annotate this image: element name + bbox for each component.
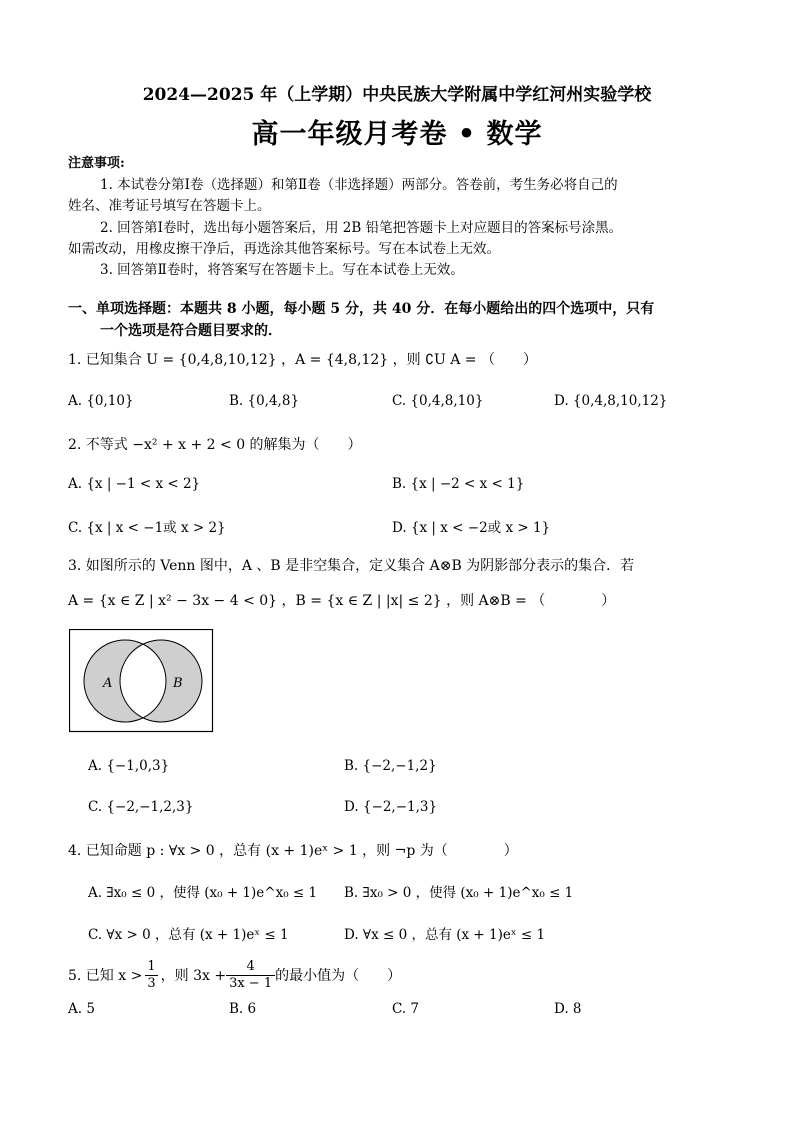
note-line: 1. 本试卷分第Ⅰ卷（选择题）和第Ⅱ卷（非选择题）两部分。答卷前，考生务必将自己的 bbox=[100, 177, 618, 193]
note-line: 姓名、准考证号填写在答题卡上。 bbox=[68, 198, 271, 214]
set-a-label: A bbox=[103, 676, 113, 691]
question-2-stem: 2. 不等式 −x² + x + 2 < 0 的解集为（ ） bbox=[68, 437, 362, 453]
q4-option-b: B. ∃x₀ > 0 ，使得 (x₀ + 1)e^x₀ ≤ 1 bbox=[344, 885, 574, 901]
notes-heading: 注意事项: bbox=[68, 156, 125, 171]
q5-frac1-denominator: 3 bbox=[147, 975, 156, 991]
exam-title: 高一年级月考卷 • 数学 bbox=[251, 119, 543, 150]
q5-option-d: D. 8 bbox=[554, 1001, 582, 1017]
q5-option-b: B. 6 bbox=[229, 1001, 257, 1017]
section-heading: 一、单项选择题：本题共 8 小题，每小题 5 分，共 40 分．在每小题给出的四个选项中，只有 bbox=[68, 301, 655, 317]
set-b-label: B bbox=[173, 676, 183, 691]
note-line: 3. 回答第Ⅱ卷时，将答案写在答题卡上。写在本试卷上无效。 bbox=[100, 262, 464, 278]
q5-stem-post: 的最小值为（ ） bbox=[275, 968, 402, 984]
q3-option-d: D. {−2,−1,3} bbox=[344, 799, 438, 815]
q3-option-b: B. {−2,−1,2} bbox=[344, 758, 437, 774]
q5-frac2-denominator: 3x − 1 bbox=[229, 975, 273, 991]
question-3-stem-cont: A = {x ∈ Z | x² − 3x − 4 < 0} ，B = {x ∈ Z | |x| ≤ 2} ，则 A⊗B = （ ） bbox=[68, 593, 616, 609]
venn-diagram bbox=[69, 629, 214, 733]
q1-option-a: A. {0,10} bbox=[68, 393, 134, 409]
note-line: 如需改动，用橡皮擦干净后，再选涂其他答案标号。写在本试卷上无效。 bbox=[68, 241, 500, 257]
q4-option-d: D. ∀x ≤ 0 ，总有 (x + 1)eˣ ≤ 1 bbox=[344, 927, 546, 943]
school-name: 2024—2025 年（上学期）中央民族大学附属中学红河州实验学校 bbox=[142, 85, 652, 105]
q5-frac1-numerator: 1 bbox=[147, 958, 156, 974]
q5-option-c: C. 7 bbox=[392, 1001, 420, 1017]
q2-option-b: B. {x | −2 < x < 1} bbox=[392, 476, 525, 492]
q5-stem-mid: ，则 3x + bbox=[160, 968, 227, 984]
q2-option-a: A. {x | −1 < x < 2} bbox=[68, 476, 201, 492]
q4-option-a: A. ∃x₀ ≤ 0 ，使得 (x₀ + 1)e^x₀ ≤ 1 bbox=[88, 885, 318, 901]
q1-option-b: B. {0,4,8} bbox=[229, 393, 300, 409]
q4-option-c: C. ∀x > 0 ，总有 (x + 1)eˣ ≤ 1 bbox=[88, 927, 289, 943]
question-5-stem bbox=[68, 955, 401, 995]
q1-option-d: D. {0,4,8,10,12} bbox=[554, 393, 668, 409]
section-heading-cont: 一个选项是符合题目要求的． bbox=[100, 323, 282, 339]
question-1-stem: 1. 已知集合 U = {0,4,8,10,12} ，A = {4,8,12} ，则 ∁U A = （ ） bbox=[68, 352, 537, 368]
q5-fraction-2 bbox=[229, 959, 272, 992]
question-3-stem: 3. 如图所示的 Venn 图中，A 、B 是非空集合，定义集合 A⊗B 为阴影部分表示的集合．若 bbox=[68, 558, 635, 574]
q1-option-c: C. {0,4,8,10} bbox=[392, 393, 484, 409]
q5-fraction-1 bbox=[145, 959, 157, 992]
q2-option-d: D. {x | x < −2或 x > 1} bbox=[392, 520, 551, 536]
q3-option-a: A. {−1,0,3} bbox=[88, 758, 170, 774]
q5-option-a: A. 5 bbox=[68, 1001, 95, 1017]
question-4-stem: 4. 已知命题 p : ∀x > 0 ，总有 (x + 1)eˣ > 1 ，则 ¬p 为（ ） bbox=[68, 843, 518, 859]
note-line: 2. 回答第Ⅰ卷时，选出每小题答案后，用 2B 铅笔把答题卡上对应题目的答案标号涂黑。 bbox=[100, 220, 623, 236]
q5-stem-pre: 5. 已知 x > bbox=[68, 968, 143, 984]
q5-frac2-numerator: 4 bbox=[226, 959, 275, 976]
q2-option-c: C. {x | x < −1或 x > 2} bbox=[68, 520, 226, 536]
q3-option-c: C. {−2,−1,2,3} bbox=[88, 799, 194, 815]
